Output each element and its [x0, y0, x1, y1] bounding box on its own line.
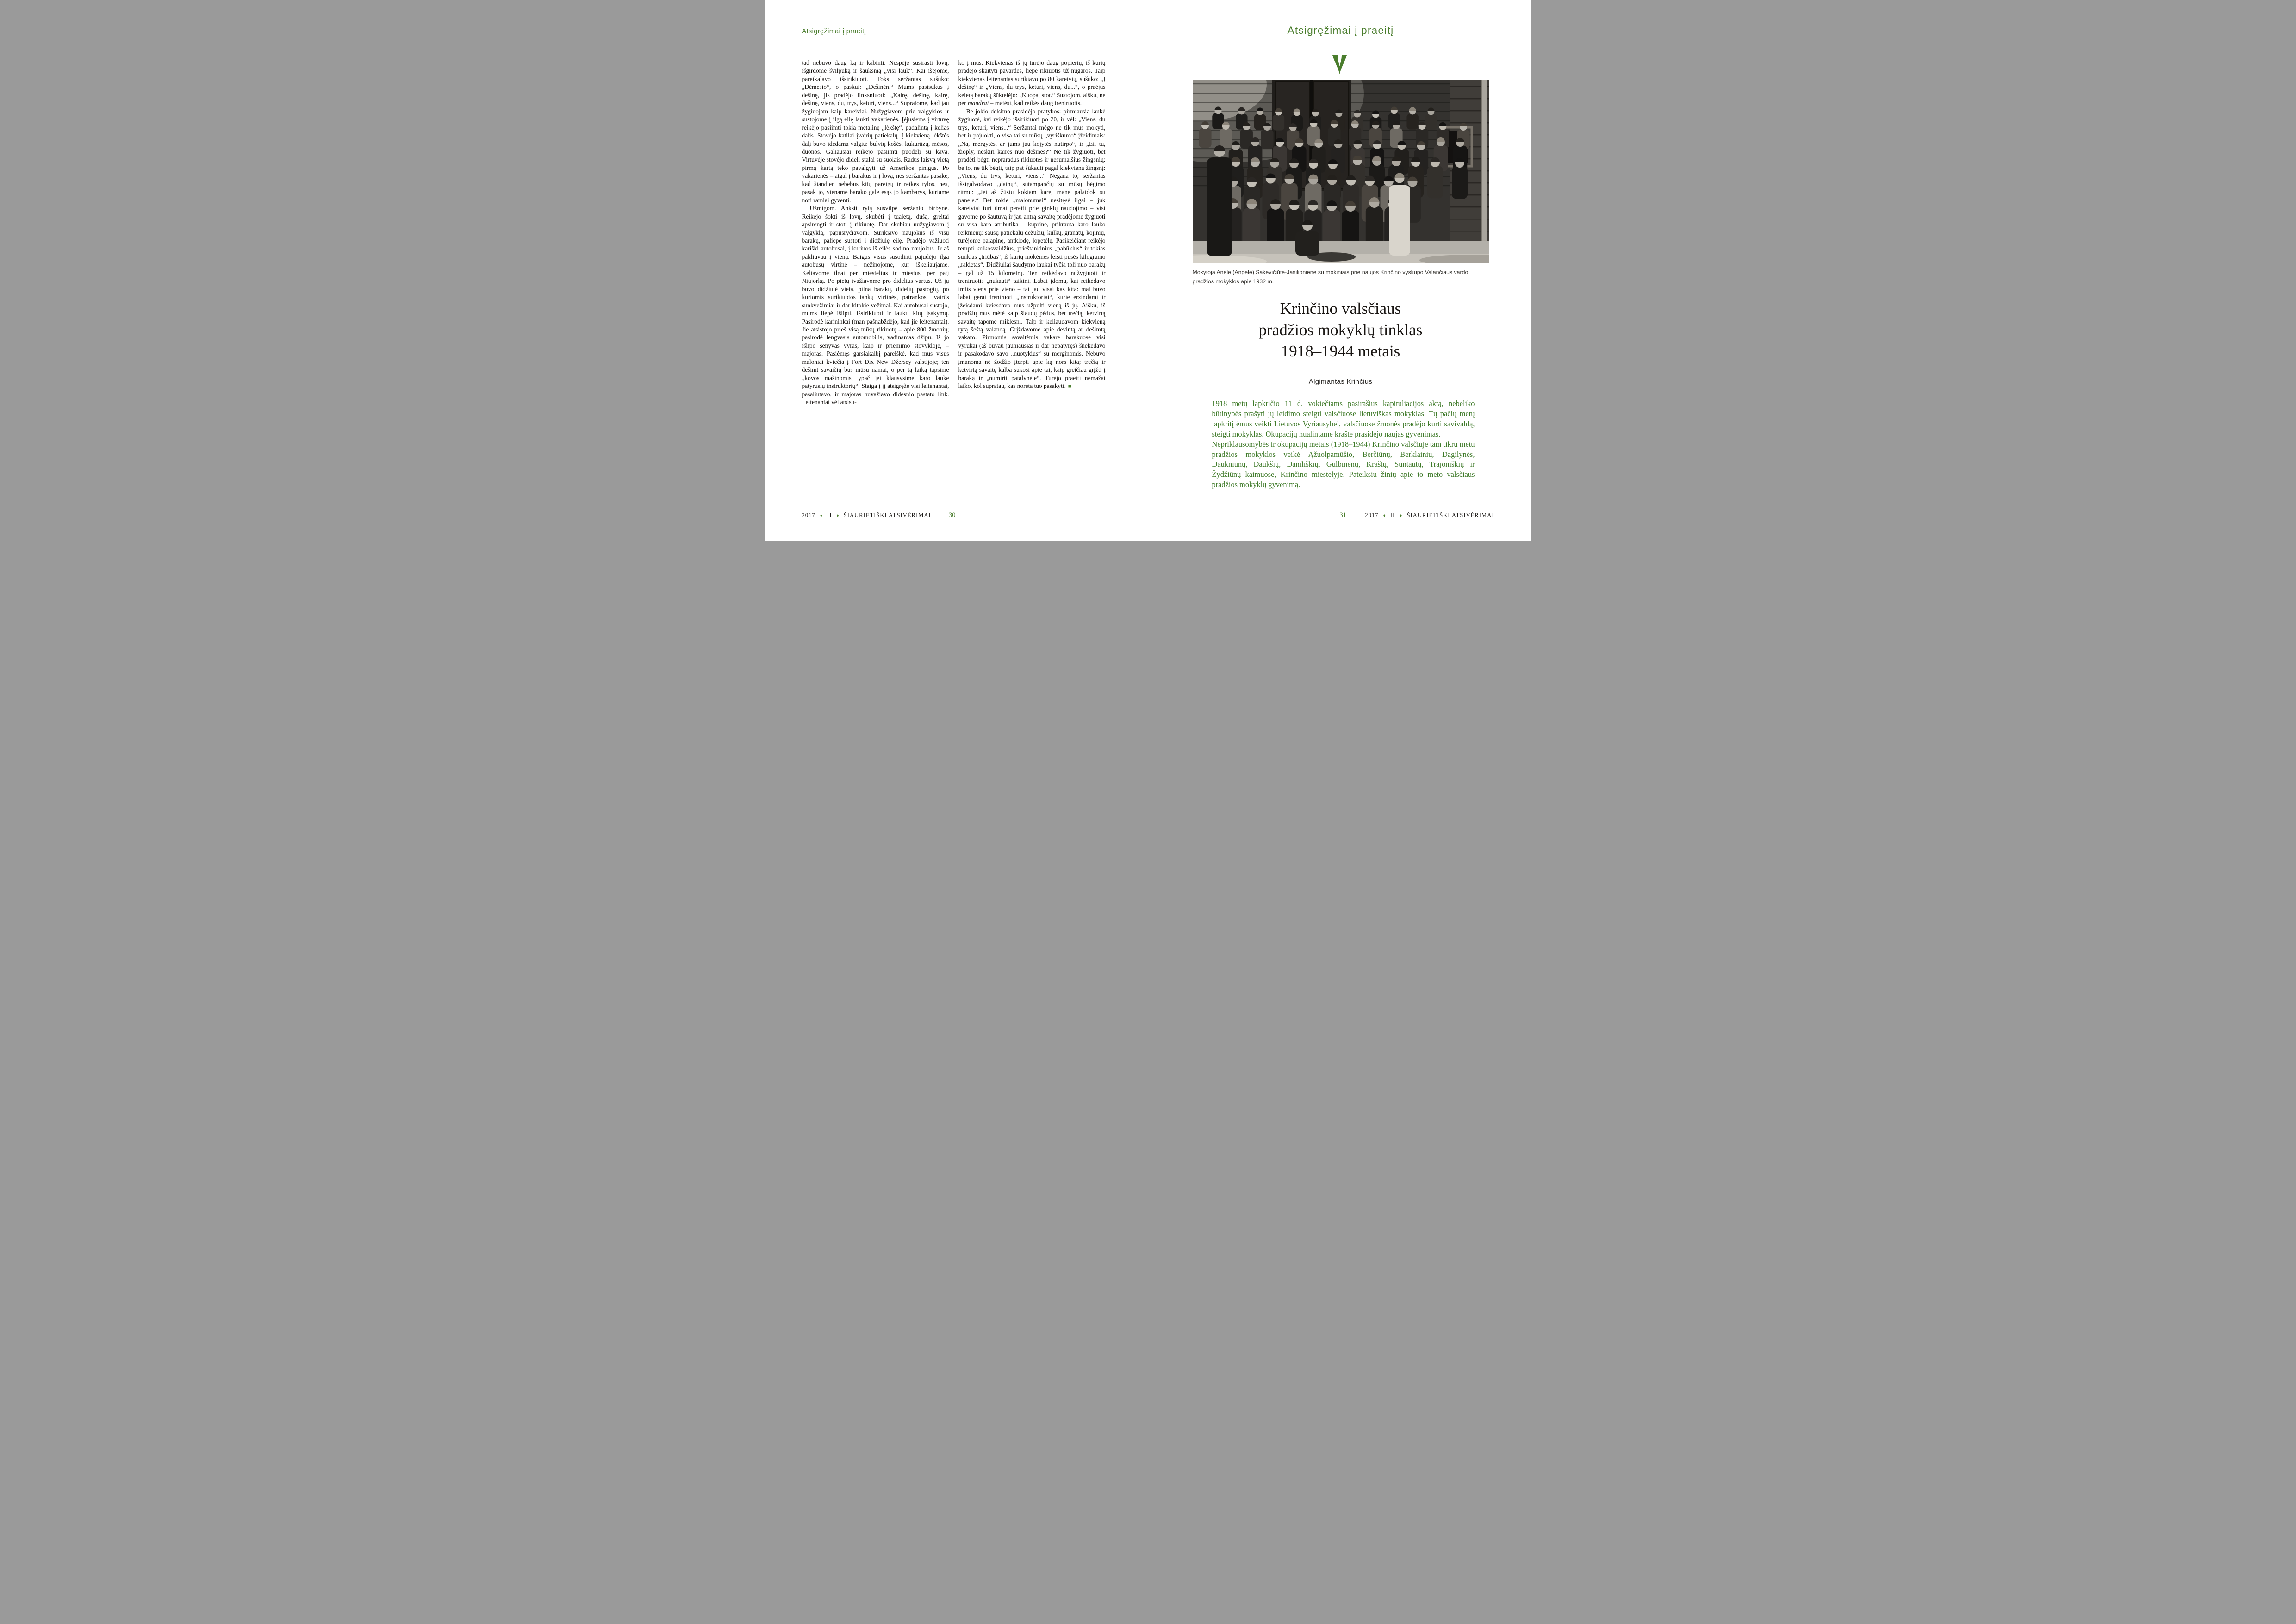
paragraph-text: Užmigom. Anksti rytą sušvilpė seržanto birbynė. Reikėjo šokti iš lovų, skubėti į tualetą, dušą, greitai apsirengti ir stoti į rikiuotę. Dar skubiau nužygiavom į valgyklą, papusryčiavom. Surikiavo naujokus iš visų barakų, paliepė sustoti į didžiulę eilę. Pradėjo važiuoti kariški autobusai, į kuriuos iš eilės sodino naujokus. Ir aš pakliuvau į vieną. Baigus visus susodinti pajudėjo ilga autobusų virtinė – nežinojome, kur iškeliaujame. Keliavome ilgai per miestelius ir miestus, per patį Niujorką. Po pietų įvažiavome pro didelius vartus. Už jų buvo didžiulė vieta, pilna barakų, didelių pastogių, po kuriomis surikiuotos tankų virtinės, patrankos, įvairūs sunkvežimiai ir dar kitokie vežimai. Kai autobusai sustojo, mums liepė išlipti, išsirikiuoti ir laukti kitų įsakymų. Pasirodė karininkai (man pašnabždėjo, kad jie leitenantai). Jie atsistojo prieš visą mūsų rikiuotę – apie 800 žmonių; pasirodė lengvasis automobilis, vadinamas džipu. Iš jo išlipo senyvas vyras, kaip ir priėmimo stovykloje, – majoras. Pasiėmęs garsiakalbį pareiškė, kad mus visus maloniai kviečia į Fort Dix New Džersey valstijoje; ten dešimt savaičių bus mūsų namai, o per tą laiką tapsime „kovos mašinomis, ypač jei klausysime karo lauke patyrusių instruktorių“. Staiga į jį atsigręžė visi leitenantai, pasaliutavo, ir majoras nuvažiavo didesnio pastato link. Leitenantai vėl atsisu-: [802, 205, 949, 406]
magazine-spread: [765, 0, 1531, 541]
footer-journal: ŠIAURIETIŠKI ATSIVĖRIMAI: [1406, 512, 1494, 518]
diamond-icon: ♦: [1383, 513, 1386, 518]
article-title: [1193, 298, 1489, 362]
text-column-left: [802, 59, 949, 406]
sprout-ornament-icon: [1332, 54, 1347, 75]
diamond-icon: ♦: [836, 513, 839, 518]
article-lead: [1212, 399, 1475, 490]
body-paragraph: [802, 59, 949, 204]
diamond-icon: ♦: [820, 513, 822, 518]
diamond-icon: ♦: [1400, 513, 1402, 518]
paragraph-text: ko į mus. Kiekvienas iš jų turėjo daug popierių, iš kurių pradėjo skaityti pavardes, liepė rikiuotis už nugaros. Taip kiekvienas leitenantas surikiavo po 80 kareivių, sušuko: „Į dešinę“ ir „Viens, du trys, keturi, viens, du...“, o praėjus keletą barakų šūktelėjo: „Kuopa, stot.“ Sustojom, aišku, ne per: [958, 59, 1106, 107]
lead-paragraph: Nepriklausomybės ir okupacijų metais (1918–1944) Krinčino valsčiuje tam tikru metu pradžios mokyklos veikė Ąžuolpamūšio, Berčiūnų, Berklainių, Dagilynės, Daukniūnų, Daukšių, Daniliškių, Gulbinėnų, Kraštų, Suntautų, Trajoniškių ir Žydžiūnų kaimuose, Krinčino miestelyje. Pateiksiu žinių apie to meto valsčiaus pradžios mokyklų gyvenimą.: [1212, 439, 1475, 489]
footer-right: [1340, 512, 1494, 519]
photo-caption: Mokytoja Anelė (Angelė) Sakevičiūtė-Jasilionienė su mokiniais prie naujos Krinčino vyskupo Valančiaus vardo pradžios mokyklos apie 1932 m.: [1192, 269, 1468, 285]
page-number-left: 30: [949, 512, 956, 519]
lead-paragraph: 1918 metų lapkričio 11 d. vokiečiams pasirašius kapituliacijos aktą, nebeliko būtinybės prašyti jų leidimo steigti valsčiuose lietuviškas mokyklas. Tų pačių metų lapkritį ėmus veikti Lietuvos Vyriausybei, valsčiuose žmonės pradėjo kurti savivaldą, steigti mokyklas. Okupacijų nualintame krašte prasidėjo naujas gyvenimas.: [1212, 399, 1475, 438]
class-photo: [1193, 80, 1489, 263]
footer-year: 2017: [1365, 512, 1379, 518]
article-end-mark: ■: [1068, 384, 1071, 390]
footer-left: [802, 512, 956, 519]
paragraph-text: – matėsi, kad reikės daug treniruotis.: [989, 100, 1082, 107]
footer-journal: ŠIAURIETIŠKI ATSIVĖRIMAI: [843, 512, 931, 518]
footer-volume: II: [1390, 512, 1395, 518]
body-paragraph: [802, 204, 949, 406]
body-paragraph: [958, 107, 1106, 391]
running-header-right: Atsigręžimai į praeitį: [1287, 25, 1394, 36]
article-author: Algimantas Krinčius: [1308, 378, 1373, 386]
title-line: Krinčino valsčiaus: [1280, 300, 1401, 318]
footer-year: 2017: [802, 512, 815, 518]
paragraph-text: tad nebuvo daug ką ir kabinti. Nespėję susirasti lovų, išgirdome švilpuką ir šauksmą „visi lauk“. Kai išėjome, pareikalavo išsirikiuoti. Toks seržantas sušuko: „Dėmesio“, o paskui: „Dešinėn.“ Mums pasisukus į dešinę, jis pradėjo linksniuoti: „Kairę, dešinę, kairę, dešinę, viens, du, trys, keturi, viens...“ Supratome, kad jau žygiuojam kaip kareiviai. Nužygiavom prie valgyklos ir sustojome į ilgą eilę laukti vakarienės. Įėjusiems į virtuvę reikėjo pasiimti tokią metalinę „lėkštę“, padalintą į kelias dalis. Stovėjo katilai įvairių patiekalų. Į kiekvieną lėkštės dalį buvo įdedama valgių: bulvių košės, kukurūzų, mėsos, duonos. Galiausiai reikėjo pasiimti puodelį su kava. Virtuvėje stovėjo dideli stalai su suolais. Radus laisvą vietą pirmą kartą teko pavalgyti už Amerikos pinigus. Po vakarienės – atgal į barakus ir į lovą, nes seržantas pasakė, kad šiandien nebebus kitų pareigų ir reikės tylos, nes, pasak jo, viename barako gale esąs jo kambarys, kuriame nori ramiai gyventi.: [802, 59, 949, 204]
text-column-right: [958, 59, 1106, 391]
footer-imprint: [1365, 512, 1494, 519]
footer-imprint: [802, 512, 931, 519]
footer-volume: II: [827, 512, 832, 518]
paragraph-text: Be jokio delsimo prasidėjo pratybos: pirmiausia laukė žygiuotė, kai reikėjo išsirikiuoti po 20, ir vėl: „Viens, du trys, keturi, viens...“ Seržantai mėgo ne tik mus mokyti, bet ir pajuokti, o visa tai su mūsų „vyriškumo“ įžeidimais: „Na, mergytės, ar jums jau kojytės nutirpo“, ir „Ei, tu, žioply, neskiri kairės nuo dešinės?“ Ne tik žygiuoti, bet pradėti bėgti nepraradus rikiuotės ir nesumaišius žingsnių; be to, ne tik bėgti, taip pat šūkauti pagal kiekvieną žingsnį: „Viens, du trys, keturi, viens...“ Negana to, seržantas išsigalvodavo „dainų“, sutampančių su mūsų bėgimo ritmu: „Jei aš žūsiu kokiam kare, mane palaidok su panele.“ Bet tokie „malonumai“ nesitęsė ilgai – juk kareiviai turi ūmai pereiti prie ginklų naudojimo – visi gavome po šautuvą ir jau antrą savaitę pradėjome žygiuoti su visa karo atributika – kuprine, prikrauta karo lauko reikmenų: sausų patiekalų dėžučių, kulkų, granatų, kojinių, turėjome palapinę, antklodę, lopetėlę. Pasikeičiant reikėjo tempti kulkosvaidžius, prieštankinius „pabūklus“ ir tokias sunkias „triūbas“, iš kurių mokėmės leisti pusės kilogramo „rakietas“. Didžiuliai šaudymo laukai tyčia toli nuo barakų – gal už 15 kilometrų. Ten reikėdavo nužygiuoti ir treniruotis „nukauti“ taikinį. Labai įdomu, kai reikėdavo imtis viens prie vieno – tai jau visai kas kita: mat buvo labai gerai treniruoti „instruktoriai“, kurie erzindami ir įžeisdami kviesdavo mus užpulti vieną iš jų. Aišku, iš pradžių mus mėtė kaip šiaudų pėdus, bet trečią, ketvirtą savaitę tapome miklesni. Taip ir keliaudavom kiekvieną rytą šeštą valandą. Grįždavome apie devintą ar dešimtą vakaro. Pirmomis savaitėmis vakare barakuose visi vyrukai (aš buvau jauniausias ir dar nepatyręs) šnekėdavo ir pasakodavo savo „nuotykius“ su merginomis. Nebuvo įmanoma nė žodžio įterpti apie ką nors kita; trečią ir ketvirtą savaitę kalba sukosi apie tai, kaip greičiau grįžti į baraką ir „numirti patalynėje“. Turėjo praeiti nemažai laiko, kol supratau, kas norėta tuo pasakyti.: [958, 107, 1106, 390]
page-number-right: 31: [1339, 512, 1346, 519]
body-paragraph: [958, 59, 1106, 107]
running-header-left: Atsigręžimai į praeitį: [802, 28, 866, 35]
title-line: 1918–1944 metais: [1281, 342, 1400, 360]
italic-text: mandrai: [967, 100, 989, 107]
title-line: pradžios mokyklų tinklas: [1258, 321, 1423, 339]
